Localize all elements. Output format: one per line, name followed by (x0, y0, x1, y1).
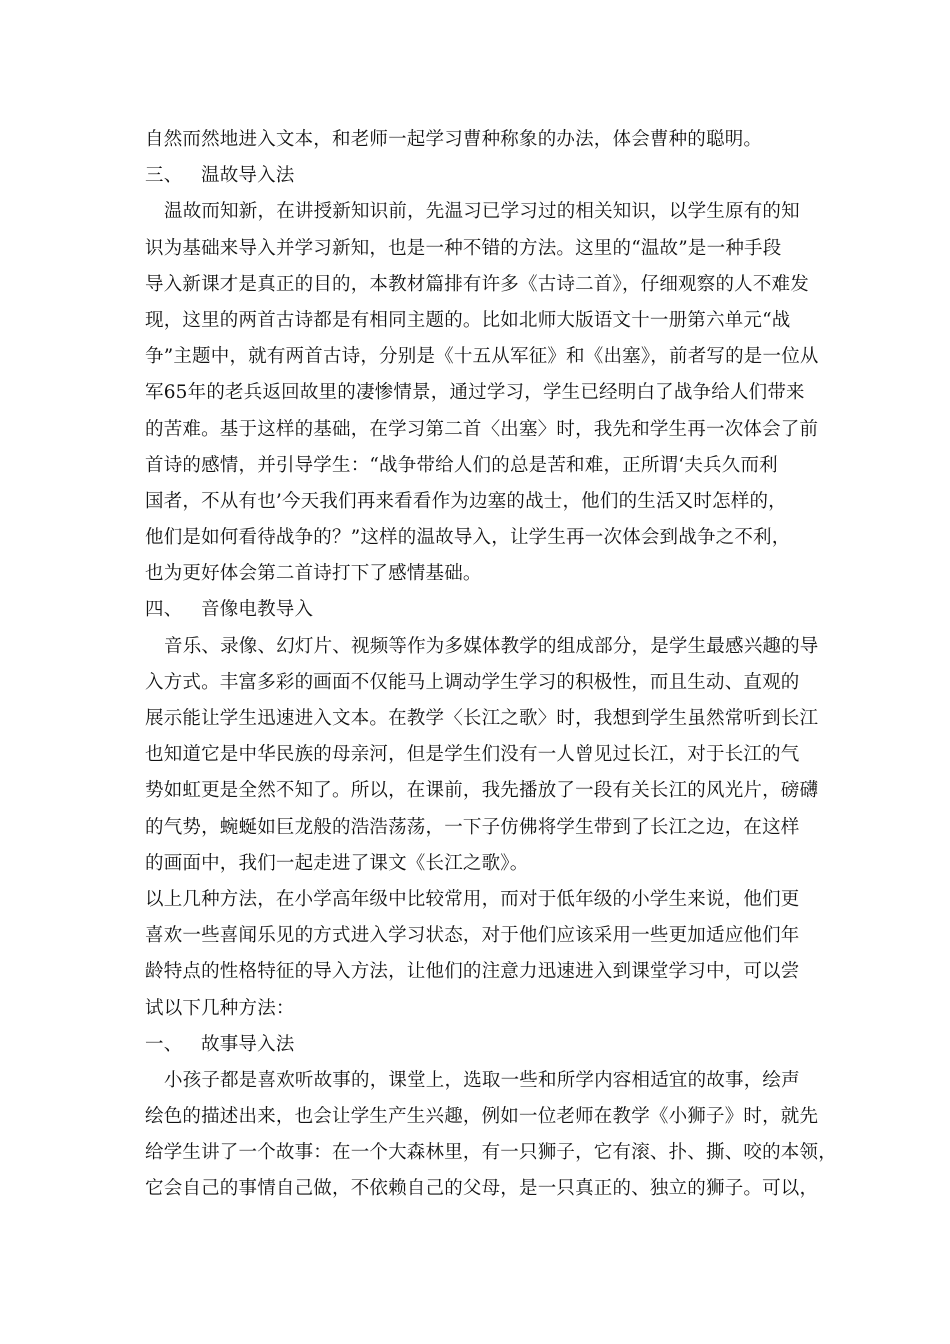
section-title: 温故导入法 (201, 165, 295, 187)
paragraph-line: 展示能让学生迅速进入文本。在教学〈长江之歌〉时，我想到学生虽然常听到长江 (145, 708, 819, 729)
document-page (145, 122, 837, 1208)
paragraph-line: 的苦难。基于这样的基础，在学习第二首〈出塞〉时，我先和学生再一次体会了前 (145, 418, 819, 440)
section-title: 故事导入法 (201, 1033, 295, 1055)
paragraph-line: 现，这里的两首古诗都是有相同主题的。比如北师大版语文十一册第六单元“战 (145, 309, 791, 331)
paragraph-line: 试以下几种方法： (145, 997, 295, 1019)
section-number: 四、 (145, 599, 183, 621)
paragraph-line: 识为基础来导入并学习新知，也是一种不错的方法。这里的“温故”是一种手段 (145, 237, 782, 259)
paragraph-line: 入方式。丰富多彩的画面不仅能马上调动学生学习的积极性，而且生动、直观的 (145, 671, 800, 693)
paragraph-line: 的气势，蜿蜒如巨龙般的浩浩荡荡，一下子仿佛将学生带到了长江之边，在这样 (145, 816, 800, 838)
section-title: 音像电教导入 (201, 599, 314, 621)
paragraph-line: 国者，不从有也’今天我们再来看看作为边塞的战士，他们的生活又时怎样的， (145, 490, 787, 512)
paragraph-line: 的画面中，我们一起走进了课文《长江之歌》。 (145, 852, 529, 874)
section-heading-3 (145, 158, 815, 194)
paragraph-line: 也为更好体会第二首诗打下了感情基础。 (145, 563, 482, 585)
paragraph-line: 军65年的老兵返回故里的凄惨情景，通过学习，学生已经明白了战争给人们带来 (145, 382, 805, 404)
paragraph-line: 音乐、录像、幻灯片、视频等作为多媒体教学的组成部分，是学生最感兴趣的导 (164, 635, 819, 657)
paragraph-line: 喜欢一些喜闻乐见的方式进入学习状态，对于他们应该采用一些更加适应他们年 (145, 925, 800, 947)
paragraph-line: 导入新课才是真正的目的，本教材篇排有许多《古诗二首》，仔细观察的人不难发 (145, 273, 809, 295)
paragraph-line: 小孩子都是喜欢听故事的，课堂上，选取一些和所学内容相适宜的故事，绘声 (164, 1069, 800, 1091)
section-number: 三、 (145, 165, 183, 187)
paragraph-line: 绘色的描述出来，也会让学生产生兴趣，例如一位老师在教学《小狮子》时，就先 (145, 1106, 819, 1128)
paragraph-line: 势如虹更是全然不知了。所以，在课前，我先播放了一段有关长江的风光片，磅礴 (145, 780, 819, 802)
section-heading-1 (145, 1027, 815, 1063)
paragraph-line: 他们是如何看待战争的？”这样的温故导入，让学生再一次体会到战争之不利， (145, 527, 791, 549)
paragraph-line: 它会自己的事情自己做，不依赖自己的父母，是一只真正的、独立的狮子。可以， (145, 1178, 819, 1200)
section-heading-4 (145, 592, 815, 628)
paragraph-line: 首诗的感情，并引导学生：“战争带给人们的总是苦和难，正所谓‘夫兵久而利 (145, 454, 778, 476)
paragraph-line: 也知道它是中华民族的母亲河，但是学生们没有一人曾见过长江，对于长江的气 (145, 744, 800, 766)
paragraph-line: 以上几种方法，在小学高年级中比较常用，而对于低年级的小学生来说，他们更 (145, 888, 800, 910)
paragraph-line: 争”主题中，就有两首古诗，分别是《十五从军征》和《出塞》，前者写的是一位从 (145, 346, 819, 368)
paragraph-line: 温故而知新，在讲授新知识前，先温习已学习过的相关知识，以学生原有的知 (164, 201, 800, 223)
paragraph-line: 自然而然地进入文本，和老师一起学习曹种称象的办法，体会曹种的聪明。 (145, 129, 763, 150)
paragraph-line: 给学生讲了一个故事：在一个大森林里，有一只狮子，它有滚、扑、撕、咬的本领， (145, 1142, 837, 1164)
paragraph-line: 龄特点的性格特征的导入方法，让他们的注意力迅速进入到课堂学习中，可以尝 (145, 961, 800, 983)
section-number: 一、 (145, 1033, 183, 1055)
